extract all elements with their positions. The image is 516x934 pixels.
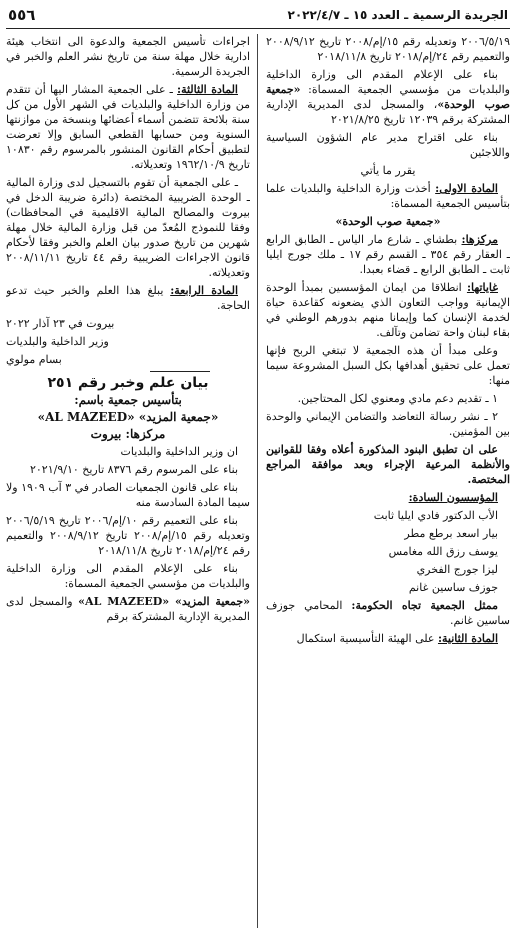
paragraph: بناء على المرسوم رقم ٨٣٧٦ تاريخ ٢٠٢١/٩/١٠: [29, 463, 238, 476]
page-number: ٥٥٦: [8, 6, 36, 24]
founder-name: ليزا جورج الفخري: [416, 563, 498, 576]
divider: [150, 371, 210, 372]
founders-heading: المؤسسون السادة:: [408, 491, 498, 504]
page-header: [6, 6, 510, 29]
article-3: المادة الثالثة: ـ على الجمعية المشار اليها أن تتقدم من وزارة الداخلية والبلديات في الشهر الأول من كل سنة بلائحة تتضمن أسماء أعضائها وبنسخة من موازنتها السنوية ومن حسابها القطعي السابق وإلا تعرضت لتطبيق أحكام القانون المنشور بالمرسوم رقم ١٠٨٣٠ تاريخ ١٩٦٢/١٠/٩ وتعديلاته.: [6, 83, 250, 171]
minister-name: بسام مولوي: [6, 353, 62, 366]
decision-heading: يقرر ما يأتي: [360, 164, 416, 177]
association-name: «جمعية صوب الوحدة»: [266, 83, 510, 111]
goal-item: ١ ـ تقديم دعم مادي ومعنوي لكل المحتاجين.: [297, 392, 498, 405]
paragraph: ٢٠٠٦/٥/١٩ وتعديله رقم ١٥/إم/٢٠٠٨ تاريخ ٢٠٠٨/٩/١٢ والتعميم رقم ٢٤/إم/٢٠١٨ تاريخ ٢٠١٨/١١/٨: [266, 35, 510, 63]
minister-title: وزير الداخلية والبلديات: [6, 335, 109, 348]
paragraph: بناء على التعميم رقم ١٠/إم/٢٠٠٦ تاريخ ٢٠٠٦/٥/١٩ وتعديله رقم ١٥/إم/٢٠٠٨ تاريخ ٢٠٠٨/٩/١٢ والتعميم رقم ٢٤/إم/٢٠١٨ تاريخ ٢٠١٨/١١/٨: [6, 514, 250, 557]
paragraph: بناء على الإعلام المقدم الى وزارة الداخلية والبلديات من مؤسسي الجمعية المسماة:: [6, 562, 250, 590]
place-date: بيروت في ٢٣ آذار ٢٠٢٢: [6, 317, 115, 330]
article-1: المادة الاولى: أخذت وزارة الداخلية والبلديات علما بتأسيس الجمعية المسماة:: [266, 182, 510, 210]
founder-name: بيار اسعد برطع مطر: [404, 527, 498, 540]
article-4: المادة الرابعة: يبلغ هذا العلم والخبر حيث تدعو الحاجة.: [6, 284, 250, 312]
paragraph: وعلى مبدأ أن هذه الجمعية لا تبتغي الربح فإنها تعمل على تحقيق أهدافها بكل السبل المشروعة سيما منها:: [266, 344, 510, 387]
paragraph: ان وزير الداخلية والبلديات: [120, 445, 238, 458]
article-2: المادة الثانية: على الهيئة التأسيسية استكمال: [296, 632, 498, 645]
right-column: [266, 34, 510, 930]
notice-association-name: «جمعية المزيد» «AL MAZEED»: [37, 410, 219, 424]
gazette-title: الجريدة الرسمية ـ العدد ١٥ ـ ٢٠٢٢/٤/٧: [287, 8, 508, 22]
paragraph: اجراءات تأسيس الجمعية والدعوة الى انتخاب هيئة ادارية خلال مهلة سنة من تاريخ نشر العلم والخبر في الجريدة الرسمية.: [6, 35, 250, 78]
founder-name: يوسف رزق الله مغامس: [388, 545, 498, 558]
goals: غاياتها: انطلاقا من ايمان المؤسسين بمبدأ الوحدة الإيمانية وواجب التعاون الذي يضعونه كقاعدة حياة لخدمة الإنسان كما وإيمانا منهم بدورهم الوطني في بقاء لبنان واحة تضامن وتآلف.: [266, 281, 510, 339]
left-column: [6, 34, 250, 930]
paragraph: «جمعية المزيد» «AL MAZEED» والمسجل لدى المديرية الإدارية المشتركة برقم: [6, 595, 250, 623]
paragraph: بناء على الإعلام المقدم الى وزارة الداخلية والبلديات من مؤسسي الجمعية المسماة: «جمعية صوب الوحدة»، والمسجل لدى المديرية الإدارية المشتركة برقم ١٢٠٣٩ تاريخ ٢٠٢١/٨/٢٥: [266, 68, 510, 126]
condition-clause: على ان تطبق البنود المذكورة أعلاه وفقا للقوانين والأنظمة المرعية الإجراء وبعد موافقة المراجع المختصة.: [266, 443, 510, 486]
goal-item: ٢ ـ نشر رسالة التعاضد والتضامن الإيماني والوحدة بين المؤمنين.: [266, 410, 510, 438]
founder-name: الأب الدكتور فادي ايليا ثابت: [373, 509, 498, 522]
association-name: «جمعية صوب الوحدة»: [335, 215, 441, 228]
paragraph: بناء على قانون الجمعيات الصادر في ٣ آب ١٩٠٩ ولا سيما المادة السادسة منه: [6, 481, 250, 509]
paragraph: بناء على اقتراح مدير عام الشؤون السياسية واللاجئين: [266, 131, 510, 159]
notice-headquarters: مركزها: بيروت: [90, 427, 166, 441]
paragraph: ـ على الجمعية أن تقوم بالتسجيل لدى وزارة المالية ـ الوحدة الضريبية المختصة (دائرة ضريبة الدخل في بيروت والمصالح المالية الاقليمية في المحافظات) وفقا للنموذج المُعدّ من قبل وزارة المالية خلال مهلة شهرين من تاريخ صدور بيان العلم والخبر وفقا لأحكام قانون الاجراءات الضريبية رقم ٤٤ تاريخ ٢٠٠٨/١١/١١ وتعديلاته.: [6, 176, 250, 279]
founder-name: جوزف ساسين غانم: [408, 581, 498, 594]
headquarters: مركزها: بطشاي ـ شارع مار الياس ـ الطابق الرابع ـ العقار رقم ٣٥٤ ـ القسم رقم ١٧ ـ ملك جورج ايليا ثابت ـ الطابق الرابع ـ قضاء بعبدا.: [266, 233, 510, 276]
government-representative: ممثل الجمعية تجاه الحكومة: المحامي جوزف ساسين غانم.: [266, 599, 510, 627]
column-divider: [257, 34, 258, 928]
notice-subtitle: بتأسيس جمعية باسم:: [74, 393, 182, 407]
notice-title: بيان علم وخبر رقم ٢٥١: [47, 375, 209, 391]
